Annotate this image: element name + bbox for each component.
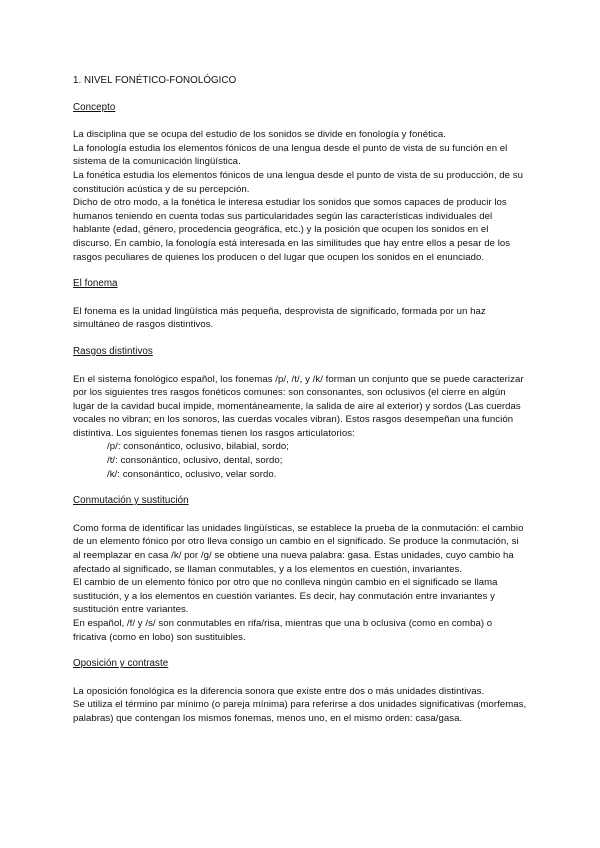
section-oposicion [73, 657, 528, 725]
paragraph: En el sistema fonológico español, los fonemas /p/, /t/, y /k/ forman un conjunto que se puede caracterizar por los siguientes tres rasgos fonéticos comunes: son consonantes, son oclusivos (el cierre en algún lugar de la cavidad bucal impide, momentáneamente, la salida de aire al exterior) y sordos (Las cuerdas vocales no vibran; en los sonoros, las cuerdas vocales vibran). Estos rasgos desempeñan una función distintiva. Los siguientes fonemas tienen los rasgos articulatorios: [73, 373, 524, 439]
section-heading: Conmutación y sustitución [73, 495, 189, 507]
section-heading: Rasgos distintivos [73, 345, 153, 357]
paragraph: La disciplina que se ocupa del estudio de los sonidos se divide en fonología y fonética. [73, 129, 446, 141]
paragraph: Como forma de identificar las unidades lingüísticas, se establece la prueba de la conmutación: el cambio de un elemento fónico por otro lleva consigo un cambio en el significado. Se produce la conmutación, si al reemplazar en casa /k/ por /g/ se obtiene una nueva palabra: gasa. Estas unidades, cuyo cambio ha afectado al significado, se llaman conmutables, y a los elementos en cuestión, invariantes. [73, 522, 524, 575]
section-heading: El fonema [73, 278, 118, 290]
paragraph: La fonética estudia los elementos fónicos de una lengua desde el punto de vista de su producción, de su constitución acústica y de su percepción. [73, 169, 523, 195]
paragraph: Dicho de otro modo, a la fonética le interesa estudiar los sonidos que somos capaces de producir los humanos teniendo en cuenta todas sus particularidades según las características individuales del hablante (edad, género, procedencia geográfica, etc.) y la posición que ocupen los sonidos en el discurso. En cambio, la fonología está interesada en las similitudes que hay entre ellos a pesar de los rasgos peculiares de quienes los producen o del lugar que ocupen los sonidos en el enunciado. [73, 197, 511, 263]
document-title: 1. NIVEL FONÉTICO-FONOLÓGICO [73, 75, 237, 86]
feature-list-item: /k/: consonántico, oclusivo, velar sordo. [107, 468, 277, 480]
section-el-fonema [73, 277, 528, 332]
feature-list-item: /p/: consonántico, oclusivo, bilabial, sordo; [107, 441, 289, 453]
paragraph: El cambio de un elemento fónico por otro que no conlleva ningún cambio en el significado se llama sustitución, y a los elementos en cuestión variantes. Es decir, hay conmutación entre invariantes y sustitución entre variantes. [73, 577, 498, 616]
document-page [73, 74, 528, 739]
section-heading: Concepto [73, 101, 116, 113]
feature-list-item: /t/: consonántico, oclusivo, dental, sordo; [107, 455, 283, 467]
paragraph: En español, /f/ y /s/ son conmutables en rifa/risa, mientras que una b oclusiva (como en comba) o fricativa (como en lobo) son sustituibles. [73, 618, 493, 643]
paragraph: La oposición fonológica es la diferencia sonora que existe entre dos o más unidades distintivas. [73, 685, 485, 697]
paragraph: La fonología estudia los elementos fónicos de una lengua desde el punto de vista de su función en el sistema de la comunicación lingüística. [73, 142, 508, 168]
paragraph: Se utiliza el término par mínimo (o pareja mínima) para referirse a dos unidades significativas (morfemas, palabras) que contengan los mismos fonemas, menos uno, en el mismo orden: casa/gasa. [73, 699, 527, 724]
section-concepto [73, 101, 528, 265]
section-conmutacion [73, 494, 528, 644]
section-heading: Oposición y contraste [73, 658, 169, 670]
paragraph: El fonema es la unidad lingüística más pequeña, desprovista de significado, formada por un haz simultáneo de rasgos distintivos. [73, 305, 486, 331]
section-rasgos-distintivos [73, 345, 528, 481]
